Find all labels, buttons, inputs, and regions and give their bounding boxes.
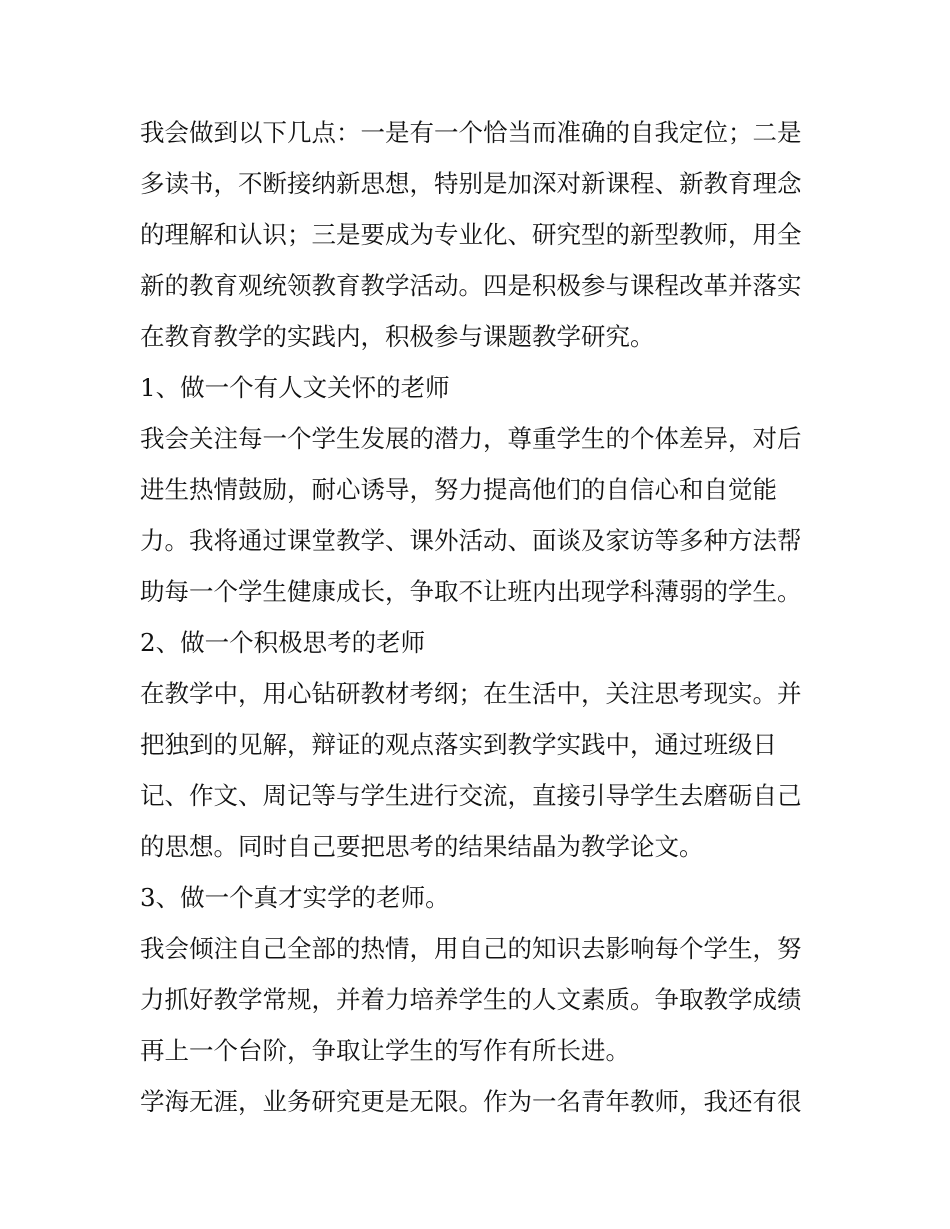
text-line: 的思想。同时自己要把思考的结果结晶为教学论文。 xyxy=(140,832,704,861)
text-line: 多读书，不断接纳新思想，特别是加深对新课程、新教育理念 xyxy=(140,169,802,198)
text-line: 再上一个台阶，争取让学生的写作有所长进。 xyxy=(140,1036,630,1065)
text-line: 记、作文、周记等与学生进行交流，直接引导学生去磨砺自己 xyxy=(140,781,802,810)
text-line: 进生热情鼓励，耐心诱导，努力提高他们的自信心和自觉能 xyxy=(140,475,777,504)
text-line: 学海无涯，业务研究更是无限。作为一名青年教师，我还有很 xyxy=(140,1087,802,1116)
text-line: 助每一个学生健康成长，争取不让班内出现学科薄弱的学生。 xyxy=(140,577,802,606)
text-line: 把独到的见解，辩证的观点落实到教学实践中，通过班级日 xyxy=(140,730,777,759)
section-heading-2: 2、做一个积极思考的老师 xyxy=(140,628,426,657)
document-body xyxy=(140,107,820,1127)
text-line: 在教育教学的实践内，积极参与课题教学研究。 xyxy=(140,322,655,351)
text-line: 在教学中，用心钻研教材考纲；在生活中，关注思考现实。并 xyxy=(140,679,802,708)
text-line: 的理解和认识；三是要成为专业化、研究型的新型教师，用全 xyxy=(140,220,802,249)
text-line: 新的教育观统领教育教学活动。四是积极参与课程改革并落实 xyxy=(140,271,802,300)
text-line: 我会倾注自己全部的热情，用自己的知识去影响每个学生，努 xyxy=(140,934,802,963)
text-line: 力抓好教学常规，并着力培养学生的人文素质。争取教学成绩 xyxy=(140,985,802,1014)
text-line: 我会关注每一个学生发展的潜力，尊重学生的个体差异，对后 xyxy=(140,424,802,453)
section-heading-1: 1、做一个有人文关怀的老师 xyxy=(140,373,450,402)
text-line: 我会做到以下几点：一是有一个恰当而准确的自我定位；二是 xyxy=(140,118,802,147)
section-heading-3: 3、做一个真才实学的老师。 xyxy=(140,883,450,912)
text-line: 力。我将通过课堂教学、课外活动、面谈及家访等多种方法帮 xyxy=(140,526,802,555)
